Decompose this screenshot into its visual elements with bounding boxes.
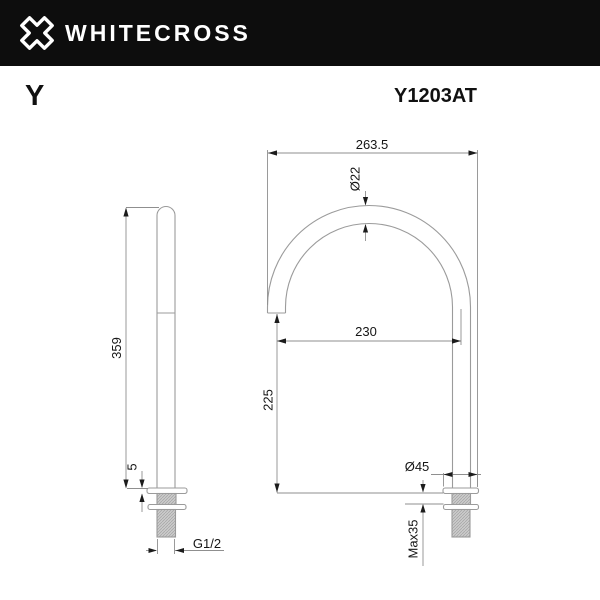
side-view [147,207,187,538]
dim-label-overall-depth: 263.5 [355,137,389,152]
front-base-neck [452,494,471,505]
dim-label-outlet-height: 225 [260,389,276,411]
dim-label-flange-thickness: 5 [124,463,140,471]
side-base-flange [147,488,187,494]
dim-label-thread-size: G1/2 [192,536,222,551]
dim-label-spout-reach: 230 [355,324,377,339]
dim-label-tube-diameter: Ø22 [347,166,363,192]
side-base-neck [157,494,176,505]
front-threaded-rod [452,510,470,538]
side-threaded-rod [157,510,176,538]
front-spout-outer [268,206,471,489]
side-base-washer [148,505,186,510]
front-base-washer [444,505,479,510]
front-base-flange [443,488,479,494]
front-view-dimensions [268,150,482,566]
brand-name: WHITECROSS [65,19,251,46]
product-series: Y [25,80,45,112]
front-spout-inner [286,224,453,489]
dim-label-max-mounting-thickness: Max35 [405,519,421,559]
product-model-code: Y1203AT [393,85,477,107]
side-spout-body [157,207,175,489]
dim-label-base-diameter: Ø45 [404,459,430,474]
front-view [268,206,479,538]
dim-label-height: 359 [108,337,124,359]
